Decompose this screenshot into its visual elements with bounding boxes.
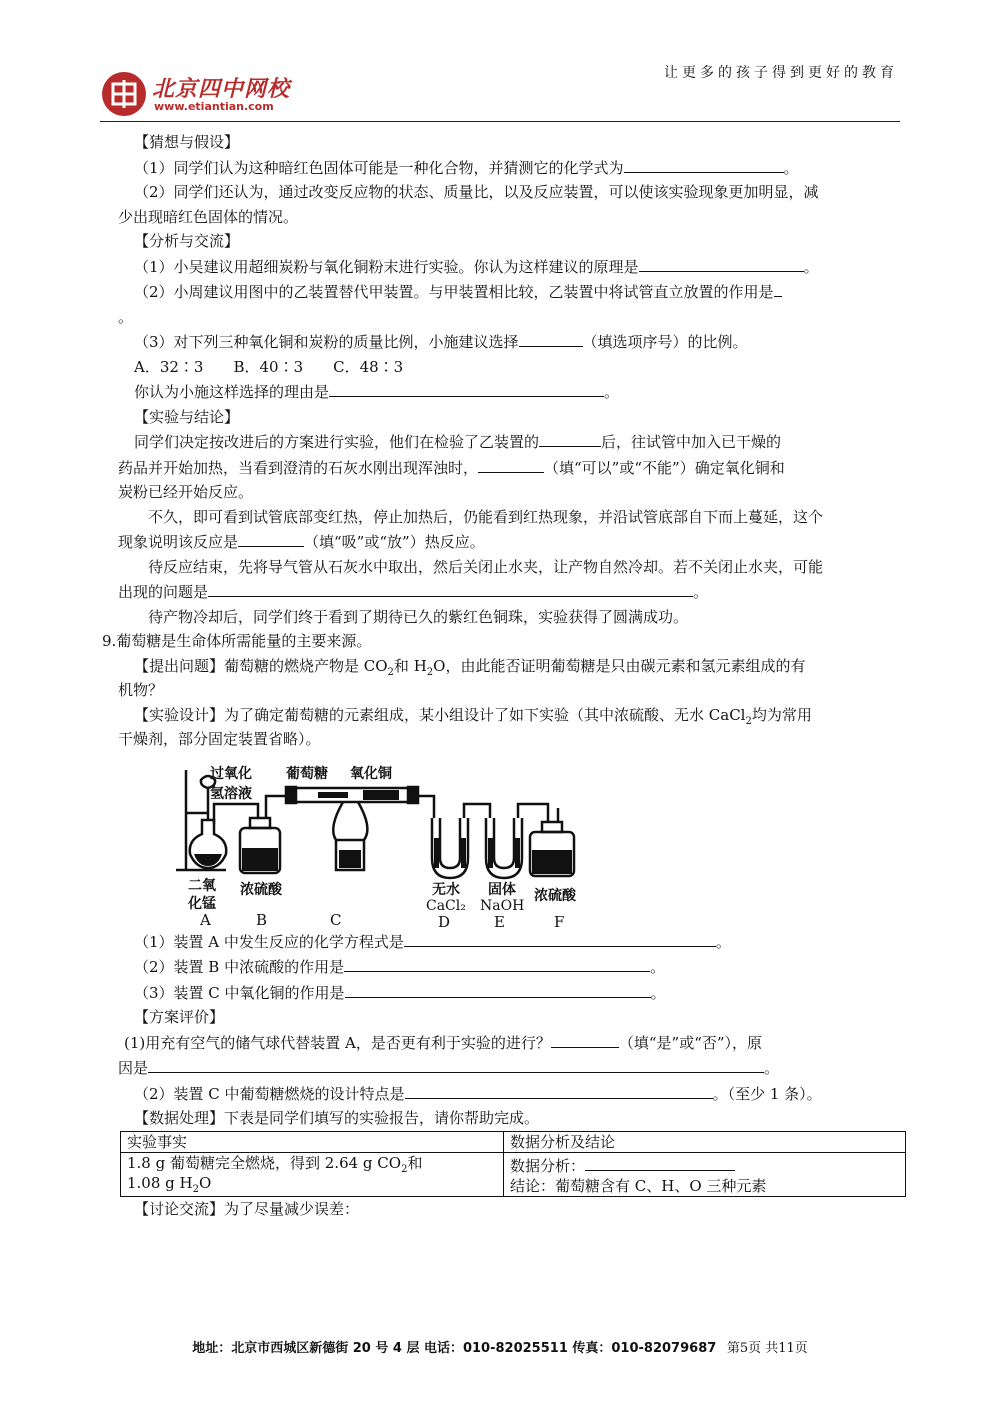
experiment-3: 待反应结束，先将导气管从石灰水中取出，然后关闭止水夹，让产物自然冷却。若不关闭止水夹，可能 [148,557,824,576]
page-header [100,58,900,126]
analysis-3: （3）对下列三种氧化铜和炭粉的质量比例，小施建议选择 （填选项序号）的比例。 [118,329,898,355]
table-cell: 数据分析： 结论：葡萄糖含有 C、H、O 三种元素 [504,1152,906,1196]
question-9-title: 9.葡萄糖是生命体所需能量的主要来源。 [102,632,372,650]
answer-blank[interactable] [774,279,782,297]
question-9-design: 【实验设计】为了确定葡萄糖的元素组成，某小组设计了如下实验（其中浓硫酸、无水 CaCl$_2$均为常用 [134,705,812,727]
answer-blank[interactable] [585,1153,735,1171]
answer-blank[interactable] [238,529,304,547]
answer-blank[interactable] [344,954,650,972]
analysis-1: （1）小吴建议用超细炭粉与氧化铜粉末进行实验。你认为这样建议的原理是 。 [118,254,898,280]
logo-emblem-icon [102,72,146,116]
evaluation-2: （2）装置 C 中葡萄糖燃烧的设计特点是 。（至少 1 条）。 [118,1081,898,1107]
experiment-1: 同学们决定按改进后的方案进行实验，他们在检验了乙装置的 后，往试管中加入已干燥的 [118,429,898,455]
question-9-design-cont: 干燥剂，部分固定装置省略）。 [118,730,321,748]
cacl2-label-1: 无水 [432,881,460,898]
table-row [121,1152,906,1196]
header-slogan: 让更多的孩子得到更好的教育 [664,65,898,81]
letter-c: C [330,910,342,929]
design-q2: （2）装置 B 中浓硫酸的作用是 。 [118,954,898,980]
experiment-3-cont: 出现的问题是 。 [118,579,898,605]
letter-a: A [200,910,211,929]
answer-blank[interactable] [624,155,784,173]
apparatus-diagram [168,758,608,931]
letter-b: B [256,910,268,929]
table-header-cell: 数据分析及结论 [504,1131,906,1152]
evaluation-1-cont: 因是 。 [118,1055,898,1081]
acid-b-label: 浓硫酸 [240,881,282,898]
discussion-heading: 【讨论交流】为了尽量减少误差： [134,1199,360,1218]
data-heading: 【数据处理】下表是同学们填写的实验报告，请你帮助完成。 [134,1109,540,1127]
acid-f-label: 浓硫酸 [534,887,576,904]
experiment-2-cont: 现象说明该反应是 （填“吸”或“放”）热反应。 [118,529,898,555]
experiment-2: 不久，即可看到试管底部变红热，停止加热后，仍能看到红热现象，并沿试管底部自下而上蔓延，这个 [148,507,824,526]
evaluation-heading: 【方案评价】 [134,1008,225,1026]
logo [100,70,290,120]
analysis-2b: 。 [118,307,134,326]
experiment-4: 待产物冷却后，同学们终于看到了期待已久的紫红色铜珠，实验获得了圆满成功。 [148,607,689,626]
naoh-label-1: 固体 [488,881,516,898]
logo-url: www.etiantian.com [154,100,274,113]
h2o2-label-1: 过氧化 [210,765,252,782]
answer-blank[interactable] [329,379,604,397]
letter-d: D [438,912,451,931]
footer-page: 第5页 共11页 [726,1341,808,1356]
letter-e: E [494,912,505,931]
answer-blank[interactable] [519,329,583,347]
h2o2-label-2: 氢溶液 [210,785,252,802]
experiment-heading: 【实验与结论】 [134,407,240,426]
glucose-label: 葡萄糖 [286,765,328,782]
evaluation-1: (1)用充有空气的储气球代替装置 A，是否更有利于实验的进行？ （填“是”或“否”），原 [118,1030,898,1056]
experiment-1-cont: 药品并开始加热，当看到澄清的石灰水刚出现浑浊时， （填“可以”或“不能”）确定氧化铜和 [118,455,898,481]
answer-blank[interactable] [405,1081,713,1099]
naoh-label-2: NaOH [480,897,525,914]
hypothesis-2b: 少出现暗红色固体的情况。 [118,207,299,226]
header-divider [100,121,900,122]
cuo-label: 氧化铜 [350,765,392,782]
table-header-cell: 实验事实 [121,1131,504,1152]
question-9-problem: 【提出问题】葡萄糖的燃烧产物是 $CO_2$和 $H_2O$，由此能否证明葡萄糖是只由碳元素和氢元素组成的有 [134,656,806,678]
cacl2-label-2: CaCl₂ [426,897,466,914]
design-q3: （3）装置 C 中氧化铜的作用是 。 [118,980,898,1006]
answer-blank[interactable] [639,254,804,272]
page-footer [0,1337,1000,1356]
experiment-1-end: 炭粉已经开始反应。 [118,483,254,501]
answer-blank[interactable] [148,1055,764,1073]
answer-blank[interactable] [539,429,601,447]
hypothesis-heading: 【猜想与假设】 [134,133,240,151]
analysis-heading: 【分析与交流】 [134,232,240,250]
table-cell: 1.8 g 葡萄糖完全燃烧，得到 2.64 g $CO_2$和 1.08 g $H_2O$ [121,1152,504,1196]
answer-blank[interactable] [551,1030,619,1048]
design-q1: （1）装置 A 中发生反应的化学方程式是 。 [118,929,898,955]
letter-f: F [554,912,565,931]
question-9-problem-cont: 机物？ [118,681,164,699]
analysis-reason: 你认为小施这样选择的理由是 。 [118,379,898,405]
hypothesis-1: （1）同学们认为这种暗红色固体可能是一种化合物，并猜测它的化学式为 。 [118,155,898,181]
logo-name: 北京四中网校 [152,76,291,102]
report-table [120,1131,906,1197]
footer-address: 地址：北京市西城区新德街 20 号 4 层 电话：010-82025511 传真：010-82079687 [192,1341,717,1356]
analysis-2a: （2）小周建议用图中的乙装置替代甲装置。与甲装置相比较，乙装置中将试管直立放置的作用是 [118,279,898,305]
table-header-row [121,1131,906,1152]
mno2-label-1: 二氧 [188,877,216,894]
answer-blank[interactable] [478,455,544,473]
page-content [102,130,898,1221]
answer-blank[interactable] [208,579,693,597]
ratio-options: A．32∶3 B．40∶3 C．48∶3 [134,357,404,376]
mno2-label-2: 化锰 [188,895,216,912]
hypothesis-2a: （2）同学们还认为，通过改变反应物的状态、质量比，以及反应装置，可以使该实验现象更加明显，减 [134,183,819,201]
answer-blank[interactable] [345,980,651,998]
